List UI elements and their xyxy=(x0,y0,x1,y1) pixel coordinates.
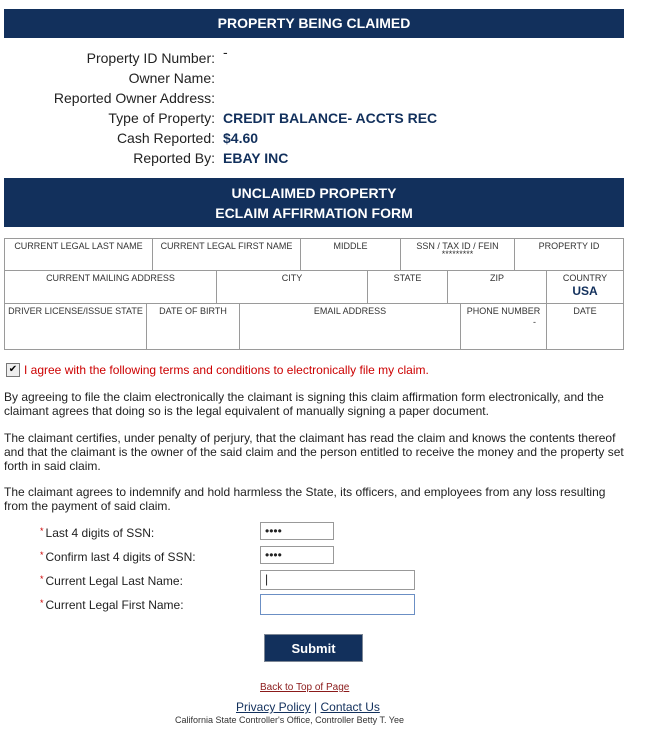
grid-last-name: CURRENT LEGAL LAST NAME xyxy=(5,239,153,270)
required-mark: * xyxy=(40,598,44,608)
grid-phone xyxy=(461,304,547,349)
first-name-input[interactable] xyxy=(260,594,415,615)
last-name-input[interactable]: | xyxy=(260,570,415,590)
footer-text: California State Controller's Office, Controller Betty T. Yee xyxy=(175,715,404,725)
ssn-mask: ********* xyxy=(441,249,474,259)
reported-by-label: Reported By: xyxy=(133,150,215,166)
required-mark: * xyxy=(40,526,44,536)
banner-line1: UNCLAIMED PROPERTY xyxy=(231,185,397,201)
ssn4-confirm-input[interactable]: •••• xyxy=(260,546,334,564)
property-being-claimed-header: PROPERTY BEING CLAIMED xyxy=(4,9,624,38)
required-mark: * xyxy=(40,550,44,560)
claimant-grid-row2 xyxy=(4,270,624,304)
grid-ssn-label: SSN / TAX ID / FEIN xyxy=(416,241,499,251)
agree-checkbox[interactable]: ✔ xyxy=(6,363,20,377)
last-name-label xyxy=(40,574,183,588)
ssn4-label xyxy=(40,526,154,540)
grid-driver-license: DRIVER LICENSE/ISSUE STATE xyxy=(5,304,147,349)
property-info xyxy=(0,44,640,168)
grid-country xyxy=(547,271,623,303)
back-to-top-link[interactable]: Back to Top of Page xyxy=(260,682,350,693)
grid-zip: ZIP xyxy=(448,271,547,303)
grid-first-name: CURRENT LEGAL FIRST NAME xyxy=(153,239,301,270)
grid-middle: MIDDLE xyxy=(301,239,401,270)
first-name-label-text: Current Legal First Name: xyxy=(45,598,184,612)
grid-dob: DATE OF BIRTH xyxy=(147,304,240,349)
ssn4-label-text: Last 4 digits of SSN: xyxy=(45,526,155,540)
ssn4-input[interactable]: •••• xyxy=(260,522,334,540)
property-type-label: Type of Property: xyxy=(108,110,215,126)
ssn4-confirm-label-text: Confirm last 4 digits of SSN: xyxy=(45,550,196,564)
property-id-value: - xyxy=(223,44,228,60)
phone-value: - xyxy=(533,317,536,327)
cash-reported-label: Cash Reported: xyxy=(116,130,215,146)
first-name-label xyxy=(40,598,184,612)
grid-date: DATE xyxy=(573,306,597,316)
terms-paragraph-3: The claimant agrees to indemnify and hold harmless the State, its officers, and employees from any loss resulting from the payment of said claim. xyxy=(4,485,606,513)
grid-city: CITY xyxy=(217,271,368,303)
banner-line2: ECLAIM AFFIRMATION FORM xyxy=(215,205,413,221)
country-value: USA xyxy=(572,284,598,298)
cash-reported-value: $4.60 xyxy=(223,130,259,146)
grid-email: EMAIL ADDRESS xyxy=(240,304,461,349)
grid-property-id: PROPERTY ID xyxy=(538,241,600,251)
owner-address-label: Reported Owner Address: xyxy=(53,90,215,106)
ssn4-confirm-label xyxy=(40,550,196,564)
property-type-value: CREDIT BALANCE- ACCTS REC xyxy=(223,110,438,126)
last-name-label-text: Current Legal Last Name: xyxy=(45,574,183,588)
agree-label: I agree with the following terms and conditions to electronically file my claim. xyxy=(24,363,429,377)
grid-mailing-address: CURRENT MAILING ADDRESS xyxy=(5,271,217,303)
grid-state: STATE xyxy=(368,271,448,303)
claimant-grid-row1 xyxy=(4,238,624,271)
grid-phone-label: PHONE NUMBER xyxy=(466,306,541,316)
grid-country-label: COUNTRY xyxy=(562,273,608,283)
reported-by-value: EBAY INC xyxy=(223,150,289,166)
property-id-label: Property ID Number: xyxy=(86,50,215,66)
footer-links xyxy=(236,700,380,714)
eclaim-affirmation-header xyxy=(4,178,624,227)
privacy-policy-link[interactable]: Privacy Policy xyxy=(236,700,311,714)
agree-row[interactable] xyxy=(6,363,429,377)
owner-name-label: Owner Name: xyxy=(128,70,215,86)
terms-paragraph-1: By agreeing to file the claim electronically the claimant is signing this claim affirmation form electronically, and the claimant agrees that doing so is the legal equivalent of manually signing a paper document. xyxy=(4,390,604,418)
contact-us-link[interactable]: Contact Us xyxy=(320,700,380,714)
link-separator: | xyxy=(314,700,318,714)
submit-button[interactable]: Submit xyxy=(264,634,363,662)
terms-paragraph-2: The claimant certifies, under penalty of perjury, that the claimant has read the claim and knows the contents thereof and that the claimant is the owner of the said claim and the person entitled to receive the money and the property set forth in said claim. xyxy=(4,431,624,473)
required-mark: * xyxy=(40,574,44,584)
grid-ssn xyxy=(401,239,515,270)
claimant-grid-row3 xyxy=(4,303,624,350)
